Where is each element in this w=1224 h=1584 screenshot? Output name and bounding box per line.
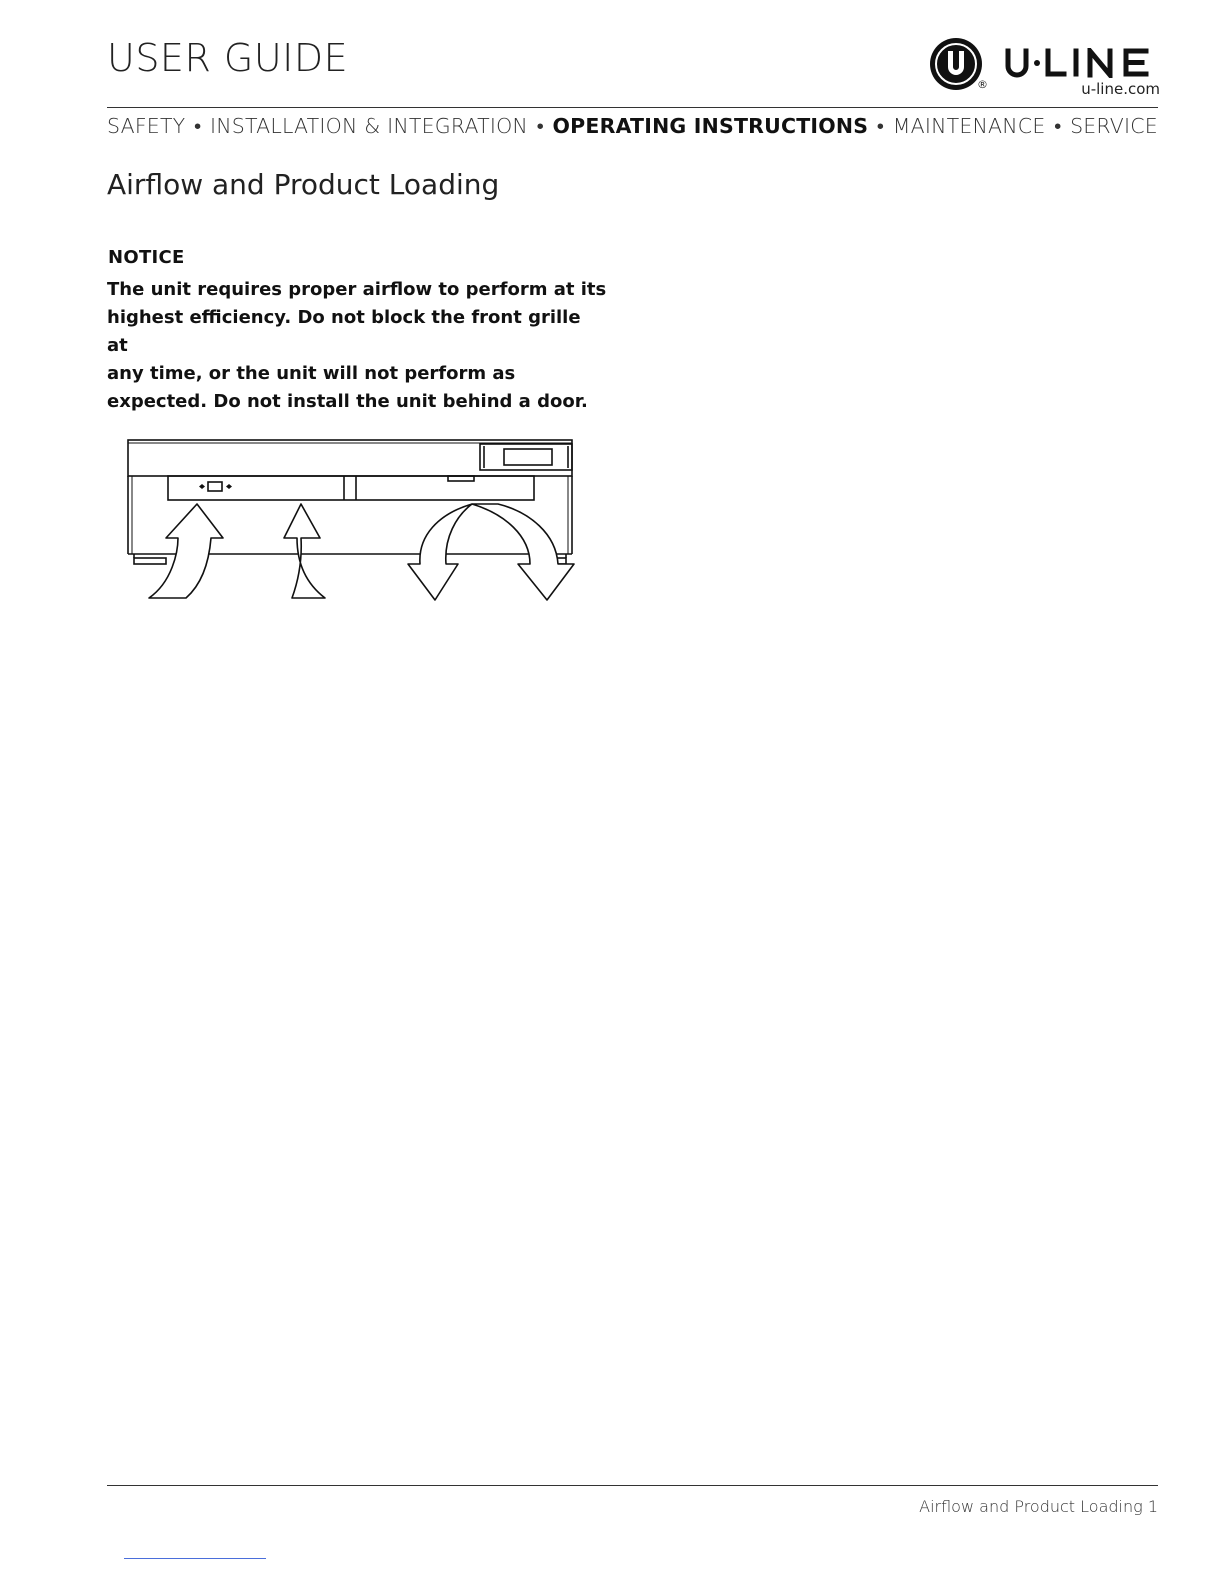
page-heading: Airflow and Product Loading: [107, 168, 500, 201]
nav-item-operating-instructions[interactable]: OPERATING INSTRUCTIONS: [552, 114, 869, 138]
page-footer: Airflow and Product Loading 1: [919, 1497, 1158, 1516]
notice-line: expected. Do not install the unit behind a door.: [107, 391, 588, 412]
brand-block[interactable]: [928, 34, 1160, 98]
registered-mark: ®: [977, 78, 988, 91]
airflow-diagram: [120, 432, 590, 607]
nav-item-service[interactable]: SERVICE: [1070, 114, 1158, 138]
nav-item-installation-integration[interactable]: INSTALLATION & INTEGRATION: [209, 114, 528, 138]
hinge-detail: [480, 444, 572, 470]
leveling-foot: [134, 558, 166, 564]
brand-url-link[interactable]: u-line.com: [1081, 80, 1160, 98]
nav-separator: •: [876, 114, 885, 138]
nav-separator: •: [536, 114, 544, 138]
u-line-wordmark: [1004, 48, 1160, 78]
section-nav: [107, 114, 1158, 139]
intake-arrow-icon: [149, 504, 223, 598]
notice-body: [107, 276, 607, 416]
nav-item-maintenance[interactable]: MAINTENANCE: [892, 114, 1046, 138]
front-grille: [168, 476, 534, 500]
exhaust-arrow-icon: [472, 504, 574, 600]
notice-line: highest efficiency. Do not block the front grille at: [107, 307, 581, 356]
notice-line: The unit requires proper airflow to perform at its: [107, 279, 607, 300]
footer-divider: [107, 1485, 1158, 1486]
document-title: USER GUIDE: [107, 36, 349, 80]
notice-label: NOTICE: [108, 247, 185, 268]
notice-line: any time, or the unit will not perform as: [107, 363, 516, 384]
exhaust-arrow-icon: [408, 504, 472, 600]
nav-item-safety[interactable]: SAFETY: [107, 114, 186, 138]
header-divider: [107, 107, 1158, 108]
footer-link-underline: [124, 1558, 266, 1559]
nav-separator: •: [194, 114, 202, 138]
nav-separator: •: [1054, 114, 1062, 138]
intake-arrow-icon: [284, 504, 325, 598]
